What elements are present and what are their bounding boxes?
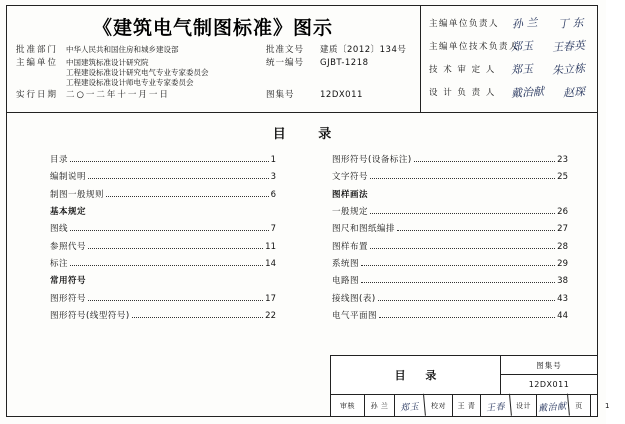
toc-page: 17 (265, 293, 276, 304)
title-block-title: 目 录 (331, 356, 501, 394)
toc-dot-leader (132, 316, 264, 318)
signature-names-chief-editor (501, 15, 594, 31)
list-item[interactable] (332, 243, 568, 252)
list-item[interactable] (50, 225, 276, 234)
toc-label: 图形符号 (50, 293, 87, 304)
toc-dot-leader (88, 177, 269, 179)
list-item[interactable] (332, 225, 568, 234)
signature-name: 郑玉 (510, 61, 533, 77)
toc-label: 目录 (50, 155, 69, 165)
meta-value-uniform-no: GJBT-1218 (320, 57, 369, 68)
toc-page: 43 (557, 293, 568, 304)
toc-page: 6 (270, 189, 276, 200)
toc-page: 22 (265, 311, 276, 322)
audit-signature: 郑玉 (394, 394, 426, 419)
signature-name: 戴治献 (510, 84, 544, 100)
drawing-title-block (330, 355, 610, 417)
toc-page: 23 (557, 155, 568, 165)
list-item[interactable] (50, 260, 276, 269)
signature-row-design-lead (429, 80, 594, 103)
meta-value-editor-line3: 工程建设标准设计师电专业专家委员会 (66, 77, 194, 87)
audit-name: 孙 兰 (365, 395, 395, 417)
toc-dot-leader (70, 160, 269, 162)
toc-dot-leader (370, 212, 555, 214)
toc-section-heading (332, 191, 568, 200)
meta-right-uniform-no (266, 58, 416, 69)
signature-names-technical-reviewer (501, 61, 594, 77)
toc-page: 14 (265, 259, 276, 270)
toc-dot-leader (370, 177, 555, 179)
document-header (6, 5, 598, 113)
toc-label: 图形符号(线型符号) (50, 311, 130, 322)
toc-dot-leader (70, 264, 263, 266)
list-item[interactable] (332, 295, 568, 304)
toc-label: 图线 (50, 224, 69, 235)
list-item[interactable] (332, 156, 568, 165)
toc-page: 3 (270, 172, 276, 183)
meta-label-atlas-no: 图集号 (266, 90, 295, 100)
toc-dot-leader (361, 264, 555, 266)
meta-label-editor-unit: 主编单位 (16, 57, 59, 68)
design-label: 设计 (511, 395, 537, 417)
page-title: 《建筑电气制图标准》图示 (92, 17, 333, 39)
meta-value-approval-no: 建质〔2012〕134号 (320, 45, 407, 55)
meta-row-approval (16, 45, 416, 56)
list-item[interactable] (50, 295, 276, 304)
toc-label: 制图一般规则 (50, 189, 105, 200)
check-label: 校对 (425, 395, 453, 417)
list-item[interactable] (50, 312, 276, 321)
signature-block (421, 5, 598, 112)
list-item[interactable] (332, 260, 568, 269)
toc-page: 25 (557, 172, 568, 183)
list-item[interactable] (50, 243, 276, 252)
toc-dot-leader (378, 299, 556, 301)
meta-right-approval-no (266, 45, 416, 56)
toc-dot-leader (88, 299, 263, 301)
signature-name: 王春英 (551, 38, 585, 54)
toc-label: 系统图 (332, 259, 360, 270)
toc-page: 44 (557, 311, 568, 322)
meta-row-effective-date (16, 90, 416, 101)
toc-label: 参照代号 (50, 241, 87, 252)
toc-page: 7 (270, 224, 276, 235)
audit-label: 审核 (331, 395, 365, 417)
signature-row-technical-reviewer (429, 57, 594, 80)
toc-page: 28 (557, 241, 568, 252)
drawing-no-value: 12DX011 (528, 380, 570, 389)
signature-label-technical-lead: 主编单位技术负责人 (429, 41, 520, 52)
list-item[interactable] (332, 208, 568, 217)
meta-value-effective-date: 二○一二年十一月一日 (66, 90, 170, 100)
list-item[interactable] (50, 191, 276, 200)
page-label: 页 (569, 395, 591, 417)
toc-label: 文字符号 (332, 172, 369, 183)
signature-row-chief-editor (429, 11, 594, 34)
meta-value-approval-dept: 中华人民共和国住房和城乡建设部 (66, 45, 179, 54)
toc-label: 常用符号 (50, 276, 87, 287)
title-block-top (331, 356, 597, 395)
title-block-drawing-no (501, 356, 597, 394)
document-metadata (16, 45, 416, 103)
drawing-no-label: 图集号 (501, 356, 597, 375)
toc-page: 27 (557, 224, 568, 235)
catalog-column-right (302, 156, 598, 329)
catalog-columns (6, 156, 598, 329)
toc-dot-leader (370, 247, 555, 249)
toc-label: 标注 (50, 259, 69, 270)
toc-section-heading (50, 277, 276, 286)
toc-dot-leader (88, 247, 263, 249)
toc-label: 图形符号(设备标注) (332, 155, 412, 165)
toc-dot-leader (397, 229, 555, 231)
toc-label: 图尺和图纸编排 (332, 224, 396, 235)
toc-section-heading (50, 208, 276, 217)
toc-page: 1 (270, 155, 276, 165)
meta-row-editor (16, 58, 416, 88)
meta-value-editor-unit (66, 58, 266, 88)
toc-dot-leader (361, 281, 555, 283)
meta-label-approval-no: 批准文号 (266, 45, 305, 55)
meta-right-atlas-no (266, 90, 416, 101)
list-item[interactable] (332, 277, 568, 286)
toc-dot-leader (379, 316, 555, 318)
meta-value-editor-line2: 工程建设标准设计研究电气专业专家委员会 (66, 67, 209, 77)
design-signature: 戴治献 (536, 394, 569, 419)
signature-name: 赵琛 (562, 84, 585, 100)
toc-label: 电气平面图 (332, 311, 378, 322)
signature-label-chief-editor: 主编单位负责人 (429, 18, 500, 29)
catalog-column-left (6, 156, 302, 329)
list-item[interactable] (50, 156, 276, 165)
meta-value-editor-line1: 中国建筑标准设计研究院 (66, 57, 149, 67)
signature-label-technical-reviewer: 技 术 审 定 人 (429, 64, 496, 75)
header-left-block (6, 5, 421, 112)
signature-names-technical-lead (501, 38, 594, 54)
meta-label-uniform-no: 统一编号 (266, 57, 305, 68)
toc-label: 一般规定 (332, 207, 369, 218)
toc-label: 基本规定 (50, 207, 87, 218)
toc-dot-leader (106, 195, 269, 197)
toc-label: 图样布置 (332, 241, 369, 252)
page-number: 1 (605, 402, 610, 410)
toc-label: 电路图 (332, 276, 360, 287)
toc-page: 26 (557, 207, 568, 218)
table-of-contents (6, 113, 598, 353)
list-item[interactable] (50, 173, 276, 182)
meta-label-effective-date: 实行日期 (16, 90, 59, 100)
toc-dot-leader (70, 229, 269, 231)
check-signature: 王春 (480, 394, 512, 419)
title-block-bottom (331, 395, 610, 417)
signature-names-design-lead (501, 84, 594, 100)
toc-page: 38 (557, 276, 568, 287)
meta-label-approval-dept: 批准部门 (16, 45, 59, 55)
toc-label: 图样画法 (332, 189, 369, 200)
list-item[interactable] (332, 173, 568, 182)
catalog-title: 目 录 (272, 127, 346, 142)
signature-name: 朱立栋 (551, 61, 585, 77)
meta-value-atlas-no: 12DX011 (320, 90, 363, 100)
signature-row-technical-lead (429, 34, 594, 57)
toc-label: 编制说明 (50, 172, 87, 183)
signature-name: 郑玉 (510, 38, 533, 54)
check-name: 王 青 (453, 395, 481, 417)
toc-page: 11 (265, 241, 276, 252)
toc-page: 29 (557, 259, 568, 270)
toc-label: 接线图(表) (332, 293, 376, 304)
signature-label-design-lead: 设 计 负 责 人 (429, 87, 496, 98)
list-item[interactable] (332, 312, 568, 321)
signature-name: 孙 兰 (511, 15, 538, 31)
signature-name: 丁 东 (557, 15, 584, 31)
toc-dot-leader (414, 160, 556, 162)
